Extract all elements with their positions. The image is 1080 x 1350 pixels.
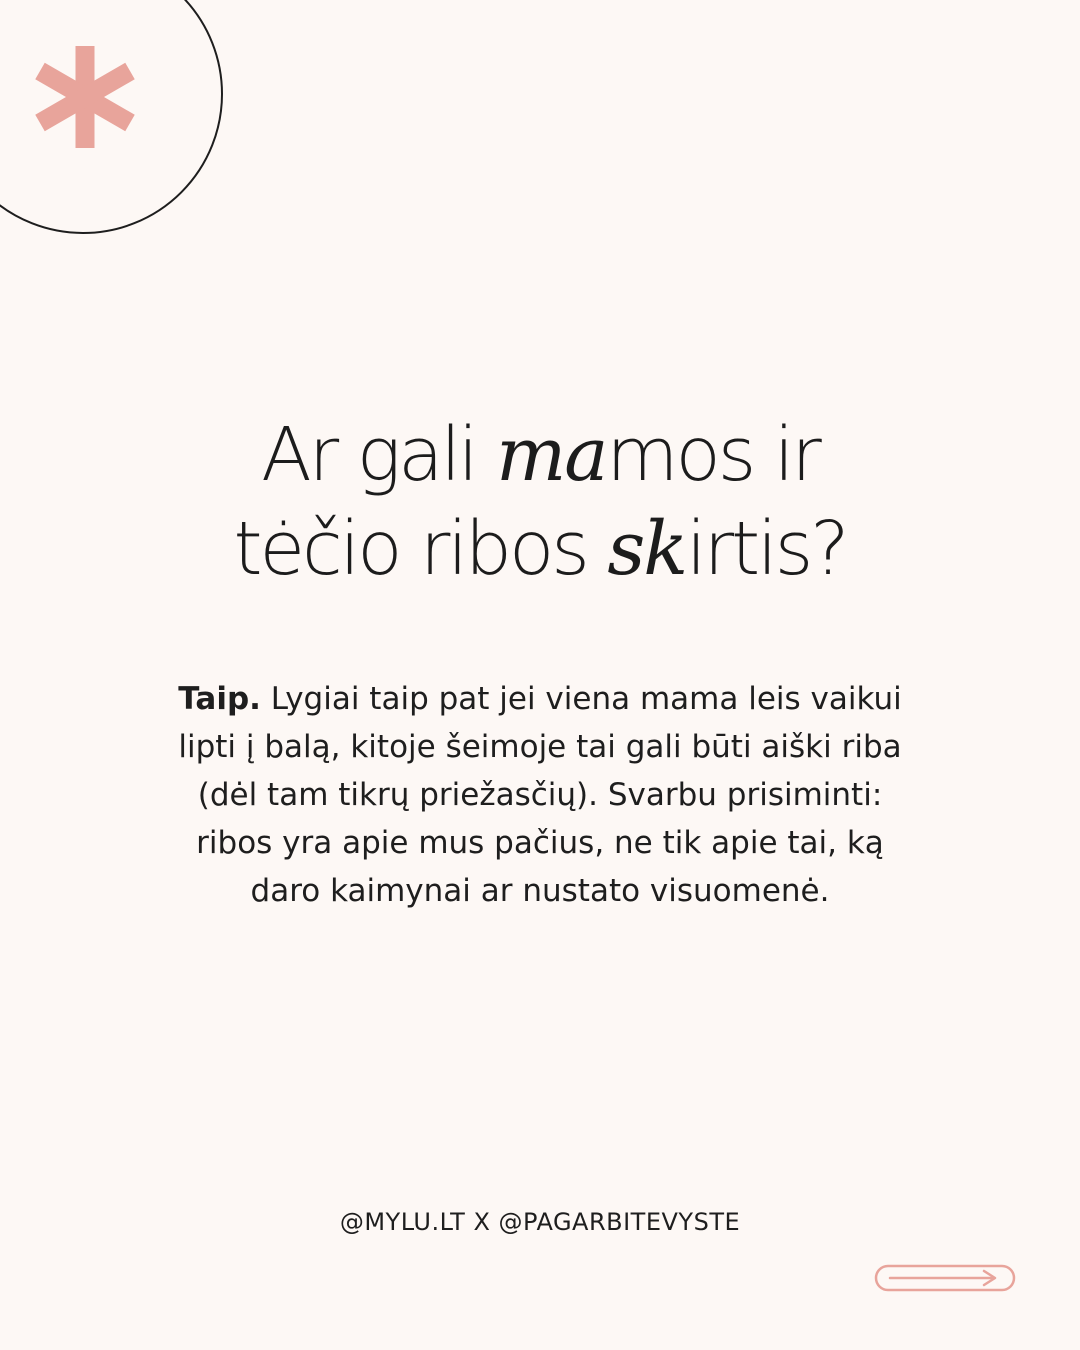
body-text: Lygiai taip pat jei viena mama leis vaikui lipti į balą, kitoje šeimoje tai gali būti aiški riba (dėl tam tikrų priežasčių). Svarbu prisiminti: ribos yra apie mus pačius, ne tik apie tai, ką daro kaimynai ar nustato visuomenė. (178, 681, 902, 909)
page-title (0, 408, 1080, 596)
title-line-1: Ar gali mamos ir (261, 412, 819, 498)
asterisk-icon (30, 42, 140, 152)
arrow-right-icon[interactable] (874, 1264, 1016, 1292)
title-emphasis: sk (607, 506, 687, 592)
credits-handles: @MYLU.LT X @PAGARBITEVYSTE (339, 1208, 741, 1236)
title-emphasis: ma (496, 412, 607, 498)
title-line-2: tėčio ribos skirtis? (233, 506, 847, 592)
body-paragraph (170, 675, 910, 915)
body-lead: Taip. (178, 681, 261, 717)
